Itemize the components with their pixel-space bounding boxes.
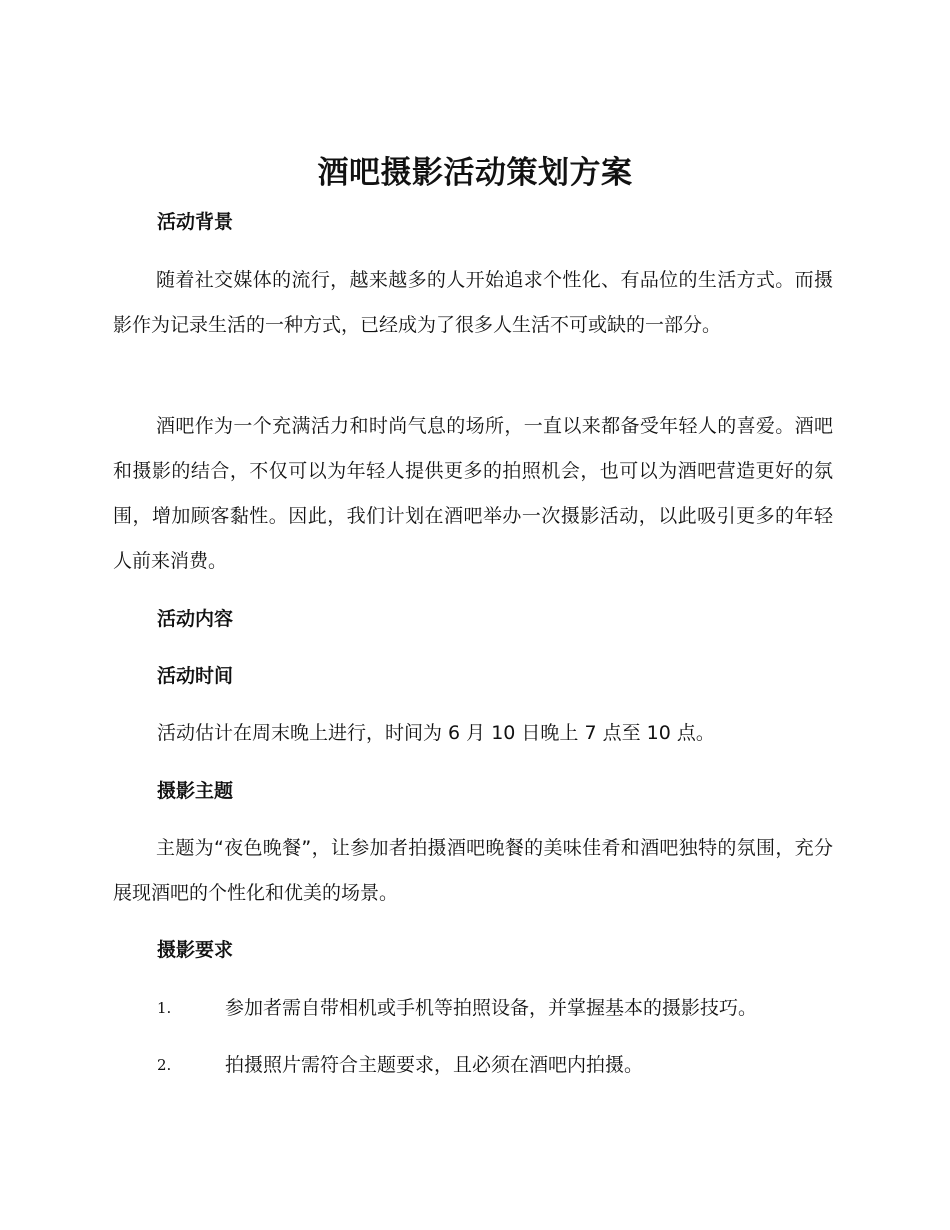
section-heading-content: 活动内容 [157, 608, 234, 630]
section-heading-background: 活动背景 [157, 211, 234, 233]
section-heading-requirements: 摄影要求 [157, 939, 234, 961]
time-paragraph: 活动估计在周末晚上进行，时间为 6 月 10 日晚上 7 点至 10 点。 [157, 722, 715, 744]
document-title: 酒吧摄影活动策划方案 [317, 155, 633, 191]
list-item-text: 拍摄照片需符合主题要求，且必须在酒吧内拍摄。 [225, 1054, 644, 1076]
list-number: 2. [157, 1056, 172, 1074]
theme-paragraph: 主题为“夜色晚餐”，让参加者拍摄酒吧晚餐的美味佳肴和酒吧独特的氛围，充分展现酒吧的个性化和优美的场景。 [113, 837, 833, 904]
background-paragraph-2: 酒吧作为一个充满活力和时尚气息的场所，一直以来都备受年轻人的喜爱。酒吧和摄影的结合，不仅可以为年轻人提供更多的拍照机会，也可以为酒吧营造更好的氛围，增加顾客黏性。因此，我们计划在酒吧举办一次摄影活动，以此吸引更多的年轻人前来消费。 [113, 415, 833, 572]
list-item-text: 参加者需自带相机或手机等拍照设备，并掌握基本的摄影技巧。 [225, 997, 758, 1019]
section-heading-theme: 摄影主题 [157, 780, 234, 802]
list-number: 1. [157, 999, 172, 1017]
requirement-item-2 [157, 1050, 837, 1080]
requirement-item-1 [157, 993, 837, 1023]
background-paragraph-1: 随着社交媒体的流行，越来越多的人开始追求个性化、有品位的生活方式。而摄影作为记录生活的一种方式，已经成为了很多人生活不可或缺的一部分。 [113, 269, 833, 336]
section-heading-time: 活动时间 [157, 665, 234, 687]
